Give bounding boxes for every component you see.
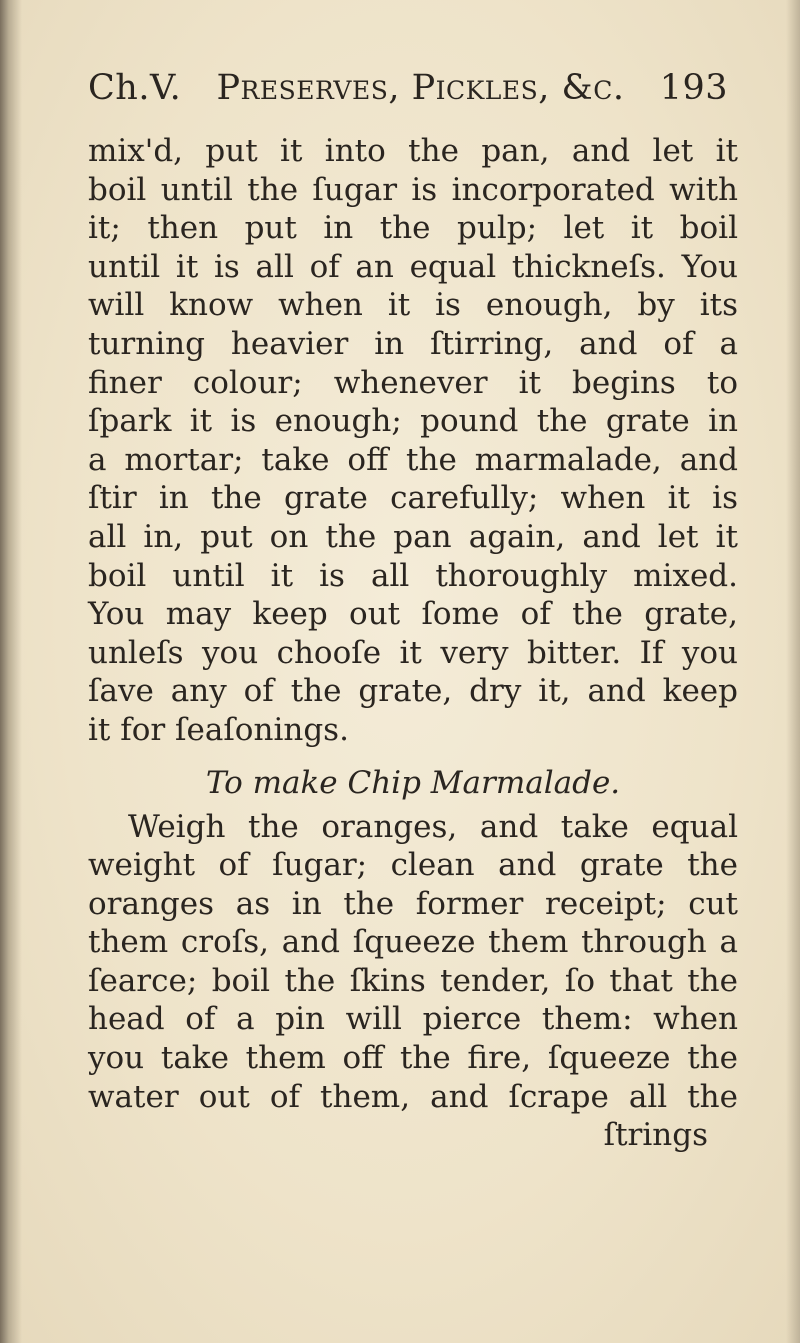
text-line: will know when it is enough, by its bbox=[88, 287, 738, 324]
text-line: unleſs you chooſe it very bitter. If you bbox=[88, 634, 738, 671]
chapter-label: Ch.V. bbox=[88, 68, 182, 108]
text-line: oranges as in the former receipt; cut bbox=[88, 885, 738, 922]
text-line: weight of ſugar; clean and grate the bbox=[88, 847, 738, 884]
text-line: boil until the ſugar is incorporated with bbox=[88, 171, 738, 208]
text-line: You may keep out ſome of the grate, bbox=[88, 596, 738, 633]
page-number: 193 bbox=[659, 68, 728, 108]
text-line: them croſs, and ſqueeze them through a bbox=[88, 924, 738, 961]
text-line: you take them off the fire, ſqueeze the bbox=[88, 1040, 738, 1077]
page-body bbox=[88, 132, 738, 1155]
text-line: it for ſeaſonings. bbox=[88, 711, 349, 748]
text-line: ſave any of the grate, dry it, and keep bbox=[88, 673, 738, 710]
text-line: it; then put in the pulp; let it boil bbox=[88, 210, 738, 247]
text-line: turning heavier in ſtirring, and of a bbox=[88, 325, 738, 362]
header-title: Preserves, Pickles, &c. bbox=[216, 68, 625, 108]
text-line: all in, put on the pan again, and let it bbox=[88, 518, 738, 555]
text-line: ſearce; boil the ſkins tender, ſo that the bbox=[88, 962, 738, 999]
text-line: head of a pin will pierce them: when bbox=[88, 1001, 738, 1038]
text-line: ſpark it is enough; pound the grate in bbox=[88, 403, 738, 440]
text-line: until it is all of an equal thickneſs. You bbox=[88, 248, 738, 285]
paragraph-recipe bbox=[88, 808, 738, 1117]
catchword: ſtrings bbox=[603, 1117, 708, 1154]
text-line: water out of them, and ſcrape all the bbox=[88, 1078, 738, 1115]
text-line: a mortar; take off the marmalade, and bbox=[88, 441, 738, 478]
text-line: boil until it is all thoroughly mixed. bbox=[88, 557, 738, 594]
text-line: Weigh the oranges, and take equal bbox=[128, 808, 738, 845]
text-line: ſtir in the grate carefully; when it is bbox=[88, 480, 738, 517]
paragraph-continued bbox=[88, 132, 738, 750]
recipe-heading: To make Chip Marmalade. bbox=[205, 764, 621, 801]
text-line: mix'd, put it into the pan, and let it bbox=[88, 133, 738, 169]
text-line: finer colour; whenever it begins to bbox=[88, 364, 738, 401]
running-header bbox=[88, 68, 728, 108]
